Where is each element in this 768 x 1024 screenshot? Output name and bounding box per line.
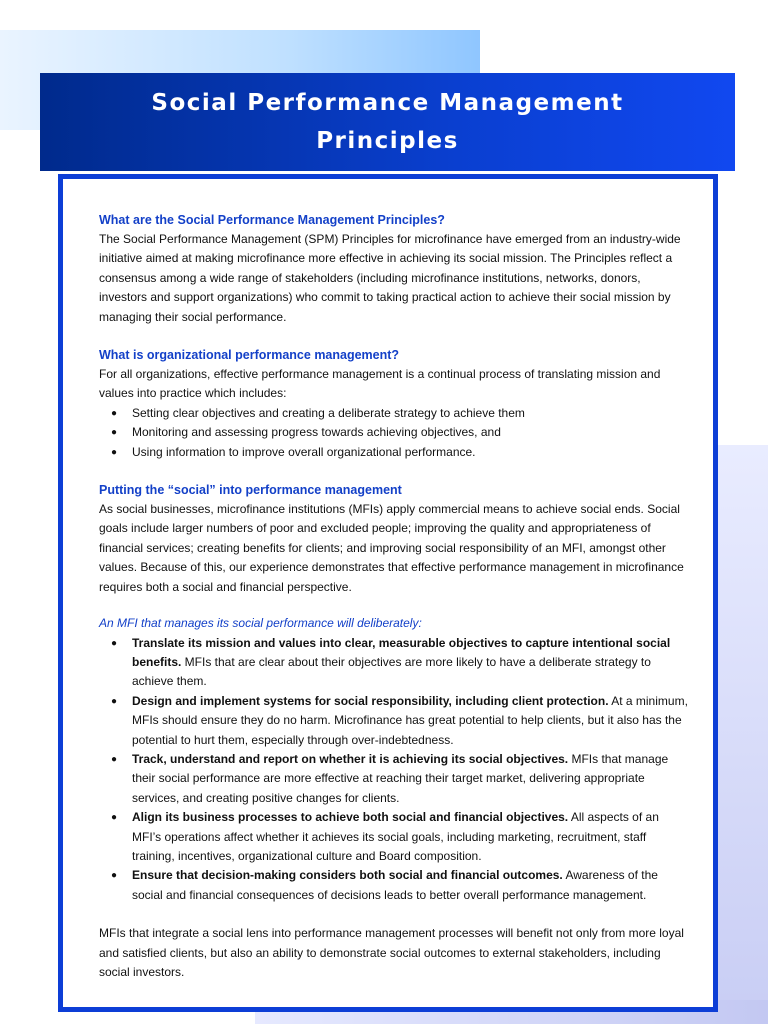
list-item-text: Monitoring and assessing progress towards achieving objectives, and (132, 425, 501, 440)
spacer (99, 327, 689, 346)
bullet-icon: ● (111, 870, 118, 882)
bullet-icon: ● (111, 812, 118, 824)
list-item-text: MFIs that are clear about their objectives are more likely to have a deliberate strategy to achieve them. (132, 654, 651, 689)
section-heading: Putting the “social” into performance management (99, 483, 402, 498)
list-item-lead: Ensure that decision-making considers both social and financial outcomes. (132, 868, 563, 883)
bullet-list (99, 634, 689, 906)
list-item (99, 443, 689, 462)
bullet-icon: ● (111, 427, 118, 439)
page-title-line-2: Principles (316, 128, 459, 154)
list-item (99, 808, 689, 866)
list-item (99, 634, 689, 692)
content-panel (58, 174, 718, 1012)
bullet-icon: ● (111, 407, 118, 419)
closing-paragraph: MFIs that integrate a social lens into performance management processes will benefit not only from more loyal and satisfied clients, but also an ability to demonstrate social outcomes to external stakeholders, including social investors. (99, 926, 684, 979)
decorative-band-right (712, 445, 768, 1024)
list-item (99, 404, 689, 423)
list-item (99, 866, 689, 905)
list-item (99, 692, 689, 750)
list-item (99, 423, 689, 442)
section-heading: What are the Social Performance Management Principles? (99, 213, 445, 227)
list-item-lead: Design and implement systems for social responsibility, including client protection. (132, 693, 609, 708)
title-banner (40, 73, 735, 171)
list-item (99, 750, 689, 808)
section-intro-italic: An MFI that manages its social performance will deliberately: (99, 616, 422, 631)
bullet-icon: ● (111, 695, 118, 707)
bullet-icon: ● (111, 446, 118, 458)
list-item-text: Setting clear objectives and creating a deliberate strategy to achieve them (132, 405, 525, 420)
section-body: As social businesses, microfinance institutions (MFIs) apply commercial means to achieve social ends. Social goals include larger numbers of poor and excluded people; improving the quality and appropriateness of financial services; creating benefits for clients; and improving social responsibility of an MFI, amongst other values. Because of this, our experience demonstrates that effective performance management in microfinance requires both a social and financial perspective. (99, 502, 684, 594)
page-title-line-1: Social Performance Management (151, 90, 624, 116)
list-item-lead: Translate its mission and values into clear, measurable objectives to capture intentional social benefits. (132, 635, 671, 669)
spacer (99, 597, 689, 614)
section-body: The Social Performance Management (SPM) Principles for microfinance have emerged from an industry-wide initiative aimed at making microfinance more effective in achieving its social mission. The Principles reflect a consensus among a wide range of stakeholders (including microfinance institutions, networks, donors, investors and support organizations) who commit to taking practical action to achieve their social mission by managing their social performance. (99, 232, 681, 324)
list-item-text: Using information to improve overall organizational performance. (132, 444, 476, 459)
section-heading: What is organizational performance management? (99, 348, 400, 363)
list-item-lead: Track, understand and report on whether it is achieving its social objectives. (132, 751, 569, 766)
list-item-lead: Align its business processes to achieve both social and financial objectives. (132, 810, 569, 825)
spacer (99, 905, 689, 924)
list-item-text: Awareness of the social and financial consequences of decisions leads to better overall performance management. (132, 868, 658, 902)
bullet-list (99, 404, 689, 462)
bullet-icon: ● (111, 637, 118, 649)
section-intro: For all organizations, effective performance management is a continual process of translating mission and values into practice which includes: (99, 367, 661, 401)
bullet-icon: ● (111, 753, 118, 765)
list-item-text: MFIs that manage their social performance are more effective at reaching their target market, delivering appropriate services, and creating positive changes for clients. (132, 751, 669, 805)
spacer (99, 462, 689, 481)
list-item-text: All aspects of an MFI’s operations affect whether it achieves its social goals, including marketing, recruitment, staff training, incentives, organizational culture and Board composition. (132, 810, 659, 863)
list-item-text: At a minimum, MFIs should ensure they do no harm. Microfinance has great potential to help clients, but it also has the potential to hurt them, especially through over-indebtedness. (132, 693, 688, 747)
